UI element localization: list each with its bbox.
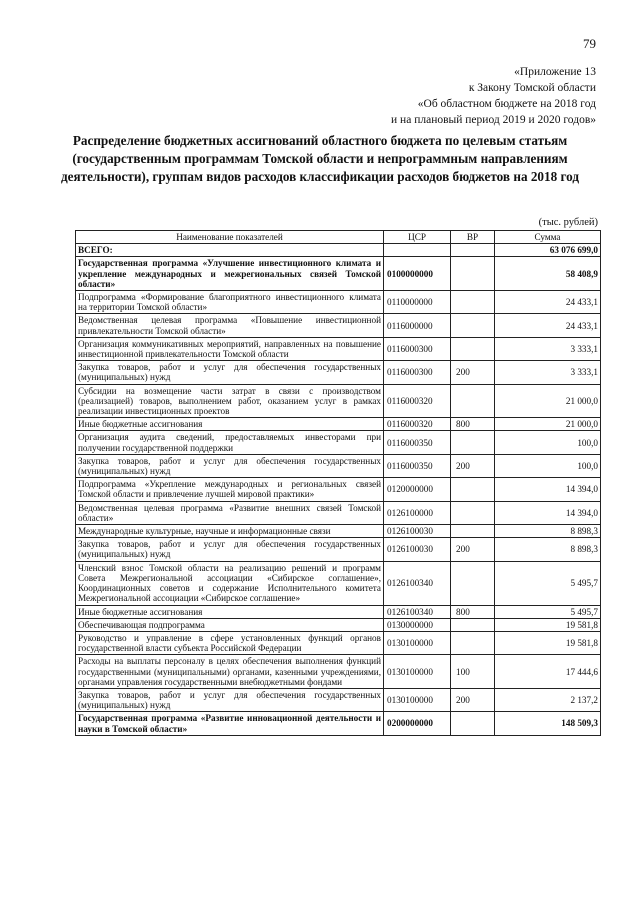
vr-cell <box>451 478 495 501</box>
name-cell: Организация коммуникативных мероприятий, направленных на повышение инвестиционной привлекательности Томской области <box>76 337 384 360</box>
vr-cell: 200 <box>451 688 495 711</box>
vr-cell <box>451 712 495 735</box>
csr-cell: 0130000000 <box>384 618 451 631</box>
table-row <box>76 605 601 618</box>
vr-cell <box>451 314 495 337</box>
csr-cell: 0130100000 <box>384 631 451 654</box>
name-cell: Субсидии на возмещение части затрат в связи с производством (реализацией) товаров, выполнением работ, оказанием услуг в рамках реализации инвестиционных проектов <box>76 384 384 418</box>
table-row <box>76 257 601 291</box>
annex-line: «Об областном бюджете на 2018 год <box>417 98 596 110</box>
vr-cell <box>451 257 495 291</box>
table-row <box>76 538 601 561</box>
sum-cell: 17 444,6 <box>495 655 601 689</box>
sum-cell: 24 433,1 <box>495 291 601 314</box>
sum-cell: 100,0 <box>495 431 601 454</box>
vr-cell <box>451 525 495 538</box>
csr-cell: 0200000000 <box>384 712 451 735</box>
csr-cell: 0126100340 <box>384 561 451 605</box>
csr-cell: 0116000000 <box>384 314 451 337</box>
csr-cell: 0116000300 <box>384 361 451 384</box>
sum-cell: 14 394,0 <box>495 478 601 501</box>
table-row <box>76 631 601 654</box>
table-body <box>76 244 601 736</box>
csr-cell: 0116000300 <box>384 337 451 360</box>
sum-cell: 5 495,7 <box>495 605 601 618</box>
sum-cell: 19 581,8 <box>495 618 601 631</box>
table-row <box>76 384 601 418</box>
table-row <box>76 454 601 477</box>
sum-cell: 100,0 <box>495 454 601 477</box>
table-row <box>76 655 601 689</box>
table-row <box>76 418 601 431</box>
table-row <box>76 291 601 314</box>
header-name: Наименование показателей <box>76 231 384 244</box>
table-row <box>76 618 601 631</box>
vr-cell <box>451 561 495 605</box>
table-row <box>76 525 601 538</box>
vr-cell: 200 <box>451 454 495 477</box>
vr-cell: 200 <box>451 538 495 561</box>
csr-cell: 0130100000 <box>384 688 451 711</box>
csr-cell: 0116000320 <box>384 418 451 431</box>
csr-cell: 0100000000 <box>384 257 451 291</box>
name-cell: ВСЕГО: <box>76 244 384 257</box>
sum-cell: 14 394,0 <box>495 501 601 524</box>
csr-cell: 0116000320 <box>384 384 451 418</box>
csr-cell <box>384 244 451 257</box>
header-csr: ЦСР <box>384 231 451 244</box>
vr-cell: 800 <box>451 418 495 431</box>
csr-cell: 0126100030 <box>384 525 451 538</box>
name-cell: Закупка товаров, работ и услуг для обеспечения государственных (муниципальных) нужд <box>76 361 384 384</box>
vr-cell <box>451 244 495 257</box>
budget-table <box>75 230 601 736</box>
name-cell: Закупка товаров, работ и услуг для обеспечения государственных (муниципальных) нужд <box>76 538 384 561</box>
name-cell: Ведомственная целевая программа «Развитие внешних связей Томской области» <box>76 501 384 524</box>
vr-cell: 800 <box>451 605 495 618</box>
csr-cell: 0126100030 <box>384 538 451 561</box>
sum-cell: 19 581,8 <box>495 631 601 654</box>
name-cell: Государственная программа «Развитие инновационной деятельности и науки в Томской области» <box>76 712 384 735</box>
vr-cell <box>451 337 495 360</box>
vr-cell <box>451 431 495 454</box>
table-header-row <box>76 231 601 244</box>
sum-cell: 63 076 699,0 <box>495 244 601 257</box>
sum-cell: 21 000,0 <box>495 384 601 418</box>
header-sum: Сумма <box>495 231 601 244</box>
vr-cell <box>451 291 495 314</box>
vr-cell <box>451 618 495 631</box>
name-cell: Ведомственная целевая программа «Повышение инвестиционной привлекательности Томской области» <box>76 314 384 337</box>
table-row <box>76 478 601 501</box>
table-row <box>76 561 601 605</box>
sum-cell: 5 495,7 <box>495 561 601 605</box>
table-row <box>76 361 601 384</box>
name-cell: Обеспечивающая подпрограмма <box>76 618 384 631</box>
vr-cell: 200 <box>451 361 495 384</box>
table-row <box>76 314 601 337</box>
vr-cell <box>451 384 495 418</box>
vr-cell <box>451 501 495 524</box>
vr-cell <box>451 631 495 654</box>
table-row <box>76 431 601 454</box>
annex-line: и на плановый период 2019 и 2020 годов» <box>391 114 596 126</box>
sum-cell: 24 433,1 <box>495 314 601 337</box>
sum-cell: 3 333,1 <box>495 337 601 360</box>
name-cell: Международные культурные, научные и информационные связи <box>76 525 384 538</box>
name-cell: Иные бюджетные ассигнования <box>76 418 384 431</box>
table-row <box>76 501 601 524</box>
header-vr: ВР <box>451 231 495 244</box>
units-label: (тыс. рублей) <box>538 217 598 228</box>
annex-line: к Закону Томской области <box>468 82 596 94</box>
table-row <box>76 337 601 360</box>
name-cell: Закупка товаров, работ и услуг для обеспечения государственных (муниципальных) нужд <box>76 688 384 711</box>
document-title: Распределение бюджетных ассигнований областного бюджета по целевым статьям (государственным программам Томской области и непрограммным направлениям деятельности), группам видов расходов классификации расходов бюджетов на 2018 год <box>60 133 580 184</box>
sum-cell: 8 898,3 <box>495 538 601 561</box>
name-cell: Подпрограмма «Формирование благоприятного инвестиционного климата на территории Томской области» <box>76 291 384 314</box>
sum-cell: 3 333,1 <box>495 361 601 384</box>
table-row <box>76 712 601 735</box>
page-number: 79 <box>583 36 596 51</box>
sum-cell: 21 000,0 <box>495 418 601 431</box>
sum-cell: 2 137,2 <box>495 688 601 711</box>
csr-cell: 0116000350 <box>384 431 451 454</box>
sum-cell: 8 898,3 <box>495 525 601 538</box>
name-cell: Членский взнос Томской области на реализацию решений и программ Совета Межрегиональной ассоциации «Сибирское соглашение», Координационных советов и содержание Исполнительного комитета Межрегиональной ассоциации «Сибирское соглашение» <box>76 561 384 605</box>
csr-cell: 0116000350 <box>384 454 451 477</box>
name-cell: Закупка товаров, работ и услуг для обеспечения государственных (муниципальных) нужд <box>76 454 384 477</box>
sum-cell: 148 509,3 <box>495 712 601 735</box>
name-cell: Организация аудита сведений, предоставляемых инвесторами при получении государственной поддержки <box>76 431 384 454</box>
table-row <box>76 688 601 711</box>
name-cell: Расходы на выплаты персоналу в целях обеспечения выполнения функций государственными (муниципальными) органами, казенными учреждениями, органами управления государственными внебюджетными фондами <box>76 655 384 689</box>
name-cell: Подпрограмма «Укрепление международных и региональных связей Томской области и привлечение лучшей мировой практики» <box>76 478 384 501</box>
name-cell: Государственная программа «Улучшение инвестиционного климата и укрепление международных и межрегиональных связей Томской области» <box>76 257 384 291</box>
csr-cell: 0126100000 <box>384 501 451 524</box>
annex-header <box>391 64 596 128</box>
csr-cell: 0120000000 <box>384 478 451 501</box>
csr-cell: 0130100000 <box>384 655 451 689</box>
name-cell: Руководство и управление в сфере установленных функций органов государственной власти субъекта Российской Федерации <box>76 631 384 654</box>
csr-cell: 0126100340 <box>384 605 451 618</box>
vr-cell: 100 <box>451 655 495 689</box>
csr-cell: 0110000000 <box>384 291 451 314</box>
name-cell: Иные бюджетные ассигнования <box>76 605 384 618</box>
annex-line: «Приложение 13 <box>514 66 596 78</box>
sum-cell: 58 408,9 <box>495 257 601 291</box>
table-row <box>76 244 601 257</box>
